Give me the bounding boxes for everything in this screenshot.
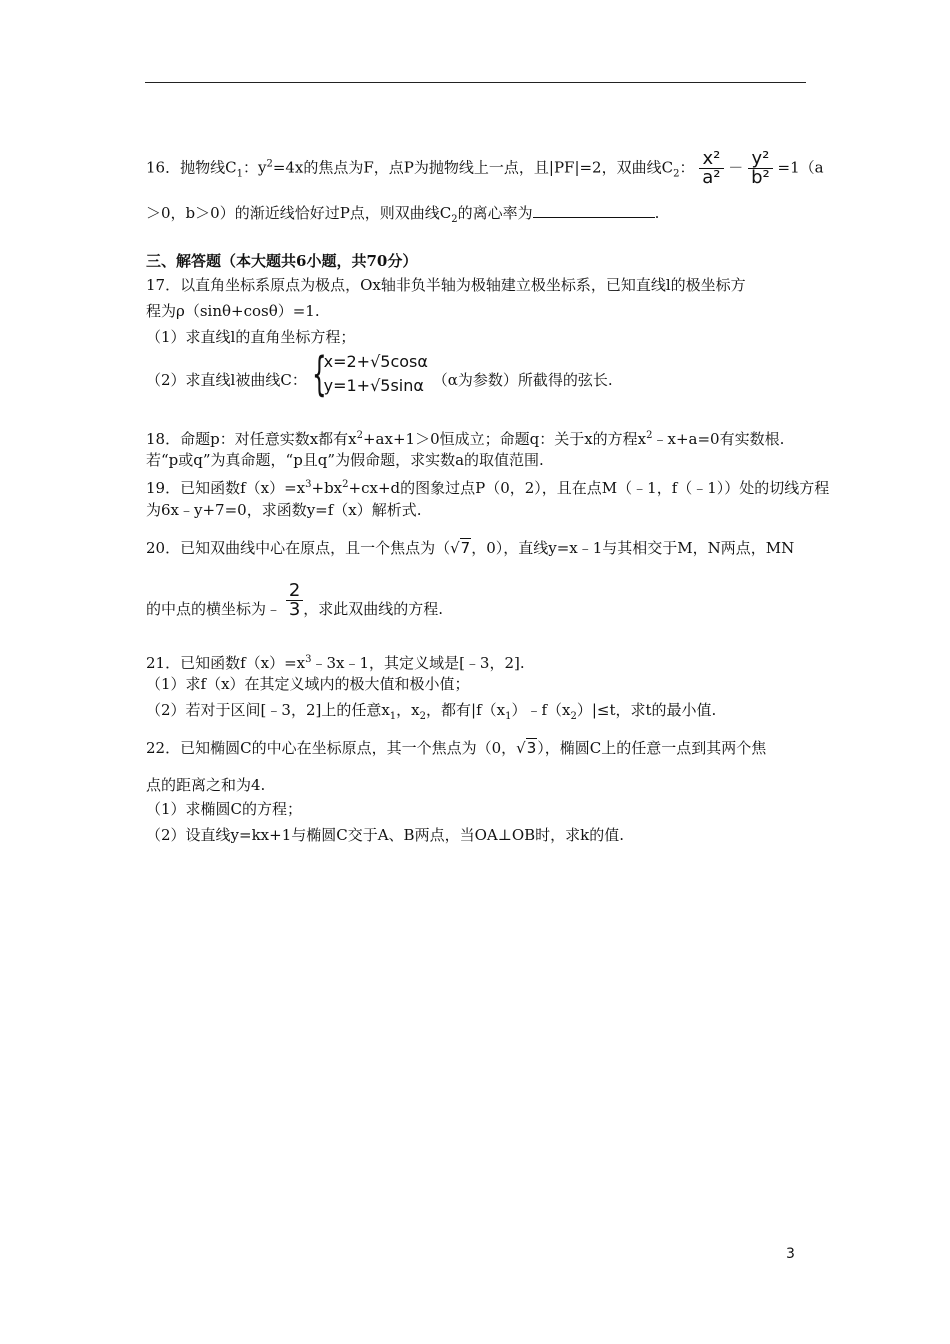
q21-text-c: （2）若对于区间[﹣3，2]上的任意x — [146, 701, 390, 719]
q20-text-c: 的中点的横坐标为 — [146, 600, 267, 618]
q18-text-c: ﹣x+a=0有实数根. — [652, 430, 785, 448]
q16-sub2: 2 — [673, 168, 680, 180]
q19-sup2: 2 — [342, 479, 349, 490]
q16-text-d: ： — [679, 158, 695, 177]
q22-text-b: ），椭圆C上的任意一点到其两个焦 — [537, 739, 767, 757]
q16-sup1: 2 — [266, 158, 273, 170]
q17-part2-text: （2）求直线l被曲线C： — [146, 371, 307, 389]
q17-part2 — [146, 347, 613, 401]
q21-sub2: 2 — [419, 711, 427, 722]
system-eq-1: x=2+√5cosα — [323, 352, 428, 371]
q16-line2 — [146, 203, 659, 229]
q21-text-d: ，x — [396, 701, 420, 719]
q18-text-b: +ax+1＞0恒成立；命题q：关于x的方程x — [362, 430, 647, 448]
frac-denominator: 3 — [288, 598, 301, 620]
q16-text-b: ：y — [242, 158, 267, 177]
q21-text-a: 21．已知函数f（x）=x — [146, 654, 306, 672]
page-number: 3 — [786, 1246, 795, 1262]
q16-fraction-y — [748, 150, 773, 187]
q20-text-a: 20．已知双曲线中心在原点，且一个焦点为（ — [146, 539, 451, 557]
q19-text-a: 19．已知函数f（x）=x — [146, 479, 306, 497]
q20-line1 — [146, 539, 794, 557]
q21-sup1: 3 — [305, 654, 312, 665]
sqrt-radicand: 3 — [526, 739, 537, 757]
q18-line1 — [146, 427, 784, 448]
frac-numerator: 2 — [286, 582, 303, 601]
frac-denominator: a² — [702, 167, 721, 188]
q21-text-f: ）﹣f（x — [511, 701, 571, 719]
q17-line1: 17．以直角坐标系原点为极点，Ox轴非负半轴为极轴建立极坐标系，已知直线l的极坐标方 — [146, 276, 746, 294]
q21-sub3: 1 — [505, 711, 512, 722]
q22-part1: （1）求椭圆C的方程； — [146, 800, 303, 818]
frac-numerator: y² — [748, 150, 773, 169]
q16-text-h: . — [654, 204, 660, 222]
q19-line2: 为6x﹣y+7=0，求函数y=f（x）解析式. — [146, 501, 422, 519]
q21-line1 — [146, 651, 525, 672]
q20-text-d: ，求此双曲线的方程. — [303, 600, 444, 618]
q20-fraction — [286, 579, 303, 620]
q16-text-c: =4x的焦点为F，点P为抛物线上一点，且|PF|=2，双曲线C — [272, 158, 674, 177]
q16-text-g: 的离心率为 — [457, 204, 533, 222]
q16-fraction-x — [699, 150, 723, 187]
q22-line2: 点的距离之和为4. — [146, 776, 266, 794]
q21-sub4: 2 — [570, 711, 577, 722]
q19-text-c: +cx+d的图象过点P（0，2），且在点M（﹣1，f（﹣1））处的切线方程 — [348, 479, 830, 497]
q16-minus: － — [728, 158, 744, 177]
q21-text-b: ﹣3x﹣1，其定义域是[﹣3，2]. — [311, 654, 525, 672]
q21-text-e: ，都有|f（x — [426, 701, 506, 719]
brace-icon: { — [311, 347, 327, 401]
q17-part2-tail: （α为参数）所截得的弦长. — [432, 371, 613, 389]
answer-blank — [533, 203, 655, 218]
q20-neg: ﹣ — [266, 600, 282, 618]
q16-line1 — [146, 150, 824, 187]
sqrt-symbol: √7 — [450, 539, 471, 557]
q19-text-b: +bx — [311, 479, 343, 497]
q16-sub1: 1 — [236, 168, 243, 180]
q22-text-a: 22．已知椭圆C的中心在坐标原点，其一个焦点为（0， — [146, 739, 517, 757]
frac-numerator: x² — [699, 150, 723, 169]
q20-line2 — [146, 579, 444, 620]
q21-sub1: 1 — [389, 711, 397, 722]
q18-sup2: 2 — [646, 430, 653, 441]
q18-line2: 若“p或q”为真命题，“p且q”为假命题，求实数a的取值范围. — [146, 451, 544, 469]
q16-sub3: 2 — [451, 214, 458, 225]
q22-part2: （2）设直线y=kx+1与椭圆C交于A、B两点，当OA⊥OB时，求k的值. — [146, 826, 624, 844]
q18-text-a: 18．命题p：对任意实数x都有x — [146, 430, 357, 448]
q20-text-b: ，0），直线y=x﹣1与其相交于M，N两点，MN — [471, 539, 795, 557]
section-heading: 三、解答题（本大题共6小题，共70分） — [146, 252, 418, 270]
q19-sup1: 3 — [305, 479, 312, 490]
q19-line1 — [146, 476, 829, 497]
q21-text-g: ）|≤t，求t的最小值. — [576, 701, 717, 719]
frac-denominator: b² — [751, 167, 770, 188]
sqrt-symbol: √3 — [516, 739, 537, 757]
q16-text-a: 16．抛物线C — [146, 158, 237, 177]
q18-sup1: 2 — [356, 430, 363, 441]
parametric-system — [311, 347, 428, 401]
sqrt-radicand: 7 — [460, 539, 471, 557]
q16-text-f: ＞0，b＞0）的渐近线恰好过P点，则双曲线C — [146, 204, 452, 222]
header-rule — [145, 82, 806, 83]
q16-text-e: =1（a — [777, 158, 824, 177]
q17-line2: 程为ρ（sinθ+cosθ）=1. — [146, 302, 320, 320]
q17-part1: （1）求直线l的直角坐标方程； — [146, 328, 356, 346]
q22-line1 — [146, 739, 766, 757]
q21-part1: （1）求f（x）在其定义域内的极大值和极小值； — [146, 675, 470, 693]
system-eq-2: y=1+√5sinα — [323, 376, 424, 395]
q21-part2 — [146, 701, 716, 726]
